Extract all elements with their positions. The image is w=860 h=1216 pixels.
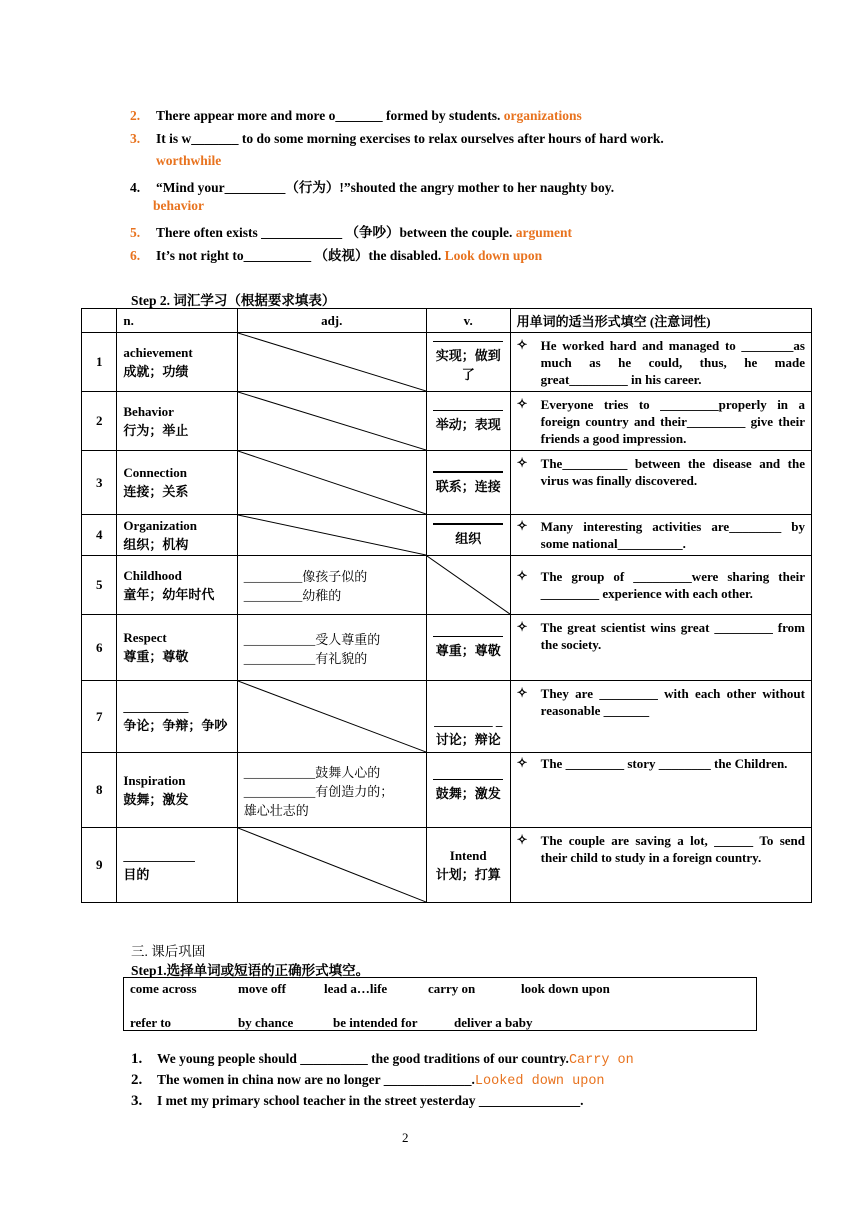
noun: Organization [123, 517, 198, 533]
question-answer: organizations [503, 108, 582, 123]
adj-3: 雄心壮志的 [243, 802, 309, 818]
noun: achievement [123, 344, 193, 360]
practice-text: We young people should __________ the good traditions of our country. [157, 1051, 569, 1066]
noun-meaning: 童年；幼年时代 [123, 586, 215, 602]
phrase: come across [130, 981, 197, 996]
practice-2 [131, 1072, 605, 1089]
verb-blank[interactable] [433, 779, 503, 780]
diagonal-line [238, 681, 426, 752]
noun-cell [117, 681, 237, 753]
sentence-cell [510, 828, 811, 903]
verb-meaning: 实现；做到了 [435, 348, 501, 382]
practice-answer: Carry on [568, 1053, 634, 1068]
noun-cell [117, 451, 237, 515]
practice-number: 2. [131, 1072, 143, 1088]
practice-3 [131, 1093, 584, 1110]
table-row [82, 556, 812, 615]
noun: Behavior [123, 403, 174, 419]
noun-blank[interactable]: ___________ [123, 847, 195, 863]
question-answer: Look down upon [444, 248, 543, 263]
question-6 [130, 244, 542, 264]
question-answer: behavior [153, 198, 205, 213]
table-row [82, 515, 812, 556]
adj-1: _________像孩子似的 [243, 569, 368, 584]
section3-title: 三. 课后巩固 [131, 944, 206, 959]
question-answer: argument [515, 225, 572, 240]
adj-cell [237, 615, 426, 681]
phrase: lead a…life [324, 981, 388, 996]
question-2 [130, 108, 582, 124]
noun-meaning: 目的 [123, 866, 150, 882]
verb-meaning: 举动；表现 [435, 416, 501, 432]
noun-meaning: 鼓舞；激发 [123, 791, 189, 807]
question-3 [130, 131, 664, 147]
row-number: 8 [82, 753, 117, 828]
sentence-cell [510, 515, 811, 556]
header-verb: v. [426, 309, 510, 333]
adj-cell-empty [237, 515, 426, 556]
practice-number: 1. [131, 1051, 143, 1067]
sentence-text: The group of _________were sharing their _________ experience with each other. [540, 569, 805, 601]
row-number: 9 [82, 828, 117, 903]
verb-cell [426, 392, 510, 451]
verb-cell [426, 753, 510, 828]
question-5 [130, 221, 572, 241]
phrase: deliver a baby [454, 1015, 533, 1030]
adj-cell-empty [237, 828, 426, 903]
noun-cell [117, 556, 237, 615]
adj-cell-empty [237, 451, 426, 515]
section3-step1: Step1.选择单词或短语的正确形式填空。 [131, 963, 370, 978]
diagonal-line [427, 556, 510, 614]
question-number: 4. [130, 180, 141, 195]
diamond-outline-icon: ✧ [516, 455, 528, 470]
adj-cell [237, 753, 426, 828]
row-number: 1 [82, 333, 117, 392]
table-row [82, 681, 812, 753]
noun: Childhood [123, 567, 182, 583]
table-row [82, 333, 812, 392]
noun-meaning: 尊重；尊敬 [123, 649, 189, 664]
question-text: “Mind your_________（行为）!”shouted the angry mother to her naughty boy. [156, 180, 615, 195]
sentence-cell [510, 333, 811, 392]
step2-title: Step 2. 词汇学习（根据要求填表） [131, 293, 336, 308]
sentence-text: He worked hard and managed to ________as much as he could, thus, he made great_________ in his career. [540, 337, 805, 387]
adj-cell-empty [237, 392, 426, 451]
header-sentence: 用单词的适当形式填空 (注意词性) [510, 309, 811, 333]
adj-cell-empty [237, 333, 426, 392]
sentence-text: The great scientist wins great _________ from the society. [540, 620, 805, 652]
verb-blank[interactable]: _________ _ [434, 713, 503, 728]
diamond-outline-icon: ✧ [516, 568, 528, 583]
verb-cell [426, 333, 510, 392]
phrase: carry on [428, 981, 476, 996]
table-row [82, 615, 812, 681]
practice-text: I met my primary school teacher in the street yesterday _______________. [157, 1093, 584, 1108]
noun-meaning: 组织；机构 [123, 536, 189, 552]
noun-meaning: 争论；争辩；争吵 [123, 718, 228, 733]
noun: Respect [123, 630, 167, 645]
noun-meaning: 连接；关系 [123, 484, 189, 499]
noun-meaning: 成就；功绩 [123, 363, 189, 379]
question-number: 6. [130, 248, 141, 263]
verb-meaning: 讨论；辩论 [435, 732, 501, 747]
noun-cell [117, 392, 237, 451]
diamond-outline-icon: ✧ [516, 395, 528, 411]
row-number: 4 [82, 515, 117, 556]
adj-cell [237, 556, 426, 615]
noun-meaning: 行为；举止 [123, 422, 189, 438]
verb: Intend [449, 847, 487, 863]
diagonal-line [238, 333, 426, 391]
verb-cell [426, 681, 510, 753]
verb-blank[interactable] [433, 410, 503, 411]
adj-2: _________幼稚的 [243, 588, 342, 603]
noun-blank[interactable]: __________ [123, 699, 189, 714]
noun-cell [117, 615, 237, 681]
row-number: 3 [82, 451, 117, 515]
sentence-text: The _________ story ________ the Children. [540, 756, 788, 771]
verb-meaning: 尊重；尊敬 [435, 643, 501, 658]
row-number: 2 [82, 392, 117, 451]
verb-meaning: 计划；打算 [435, 866, 501, 882]
sentence-cell [510, 392, 811, 451]
question-number: 5. [130, 225, 141, 240]
noun-cell [117, 828, 237, 903]
question-4 [130, 176, 614, 196]
row-number: 7 [82, 681, 117, 753]
verb-cell-empty [426, 556, 510, 615]
phrase-box [123, 977, 757, 1031]
table-row [82, 451, 812, 515]
adj-2: ___________有创造力的； [243, 783, 394, 799]
adj-2: ___________有礼貌的 [243, 650, 368, 666]
verb-meaning: 联系；连接 [435, 478, 501, 494]
verb-blank[interactable] [433, 471, 503, 473]
diamond-outline-icon: ✧ [516, 336, 528, 352]
diamond-outline-icon: ✧ [516, 685, 528, 700]
sentence-cell [510, 681, 811, 753]
question-text: There appear more and more o_______ formed by students. [156, 108, 501, 123]
sentence-text: The couple are saving a lot, ______ To send their child to study in a foreign country. [540, 833, 805, 865]
diagonal-line [238, 515, 426, 555]
verb-blank[interactable] [433, 636, 503, 637]
phrase: refer to [130, 1015, 172, 1030]
phrase: by chance [238, 1015, 294, 1030]
diagonal-line [238, 392, 426, 450]
question-number: 2. [130, 108, 141, 123]
verb-meaning: 鼓舞；激发 [435, 785, 501, 801]
table-row [82, 392, 812, 451]
header-adj: adj. [237, 309, 426, 333]
practice-text: The women in china now are no longer _____________. [157, 1072, 475, 1087]
vocabulary-table [81, 308, 812, 903]
sentence-text: The__________ between the disease and the virus was finally discovered. [540, 456, 805, 488]
diamond-outline-icon: ✧ [516, 755, 528, 770]
phrase: be intended for [333, 1015, 418, 1030]
question-answer: worthwhile [156, 153, 222, 168]
diagonal-line [238, 828, 426, 902]
sentence-cell [510, 451, 811, 515]
question-text: It’s not right to__________ （歧视）the disabled. [156, 248, 442, 263]
phrase: look down upon [521, 981, 610, 996]
diagonal-line [238, 451, 426, 514]
sentence-cell [510, 615, 811, 681]
practice-answer: Looked down upon [474, 1074, 605, 1089]
diamond-outline-icon: ✧ [516, 619, 528, 634]
practice-1 [131, 1051, 634, 1068]
question-text: It is w_______ to do some morning exercises to relax ourselves after hours of hard work. [156, 131, 664, 146]
sentence-text: Many interesting activities are________ by some national__________. [540, 519, 805, 551]
practice-number: 3. [131, 1093, 143, 1109]
header-noun: n. [117, 309, 237, 333]
verb-meaning: 组织 [455, 531, 482, 546]
row-number: 6 [82, 615, 117, 681]
adj-cell-empty [237, 681, 426, 753]
question-text: There often exists ____________ （争吵）between the couple. [156, 225, 513, 240]
sentence-cell [510, 556, 811, 615]
verb-cell [426, 828, 510, 903]
diamond-outline-icon: ✧ [516, 832, 528, 847]
verb-cell [426, 451, 510, 515]
verb-blank[interactable] [433, 523, 503, 525]
adj-1: ___________受人尊重的 [243, 631, 381, 647]
verb-cell [426, 515, 510, 556]
table-row [82, 753, 812, 828]
sentence-cell [510, 753, 811, 828]
diamond-outline-icon: ✧ [516, 518, 528, 533]
verb-blank[interactable] [433, 341, 503, 342]
verb-cell [426, 615, 510, 681]
page-number: 2 [402, 1130, 409, 1145]
sentence-text: They are _________ with each other without reasonable _______ [540, 686, 805, 718]
sentence-text: Everyone tries to _________properly in a foreign country and their_________ give their friends a good impression. [540, 396, 805, 446]
table-row [82, 828, 812, 903]
noun-cell [117, 753, 237, 828]
phrase: move off [238, 981, 287, 996]
header-num [82, 309, 117, 333]
noun-cell [117, 515, 237, 556]
adj-1: ___________鼓舞人心的 [243, 764, 381, 780]
question-number: 3. [130, 131, 141, 146]
noun: Inspiration [123, 772, 186, 788]
noun: Connection [123, 465, 187, 480]
table-header-row [82, 309, 812, 333]
noun-cell [117, 333, 237, 392]
row-number: 5 [82, 556, 117, 615]
